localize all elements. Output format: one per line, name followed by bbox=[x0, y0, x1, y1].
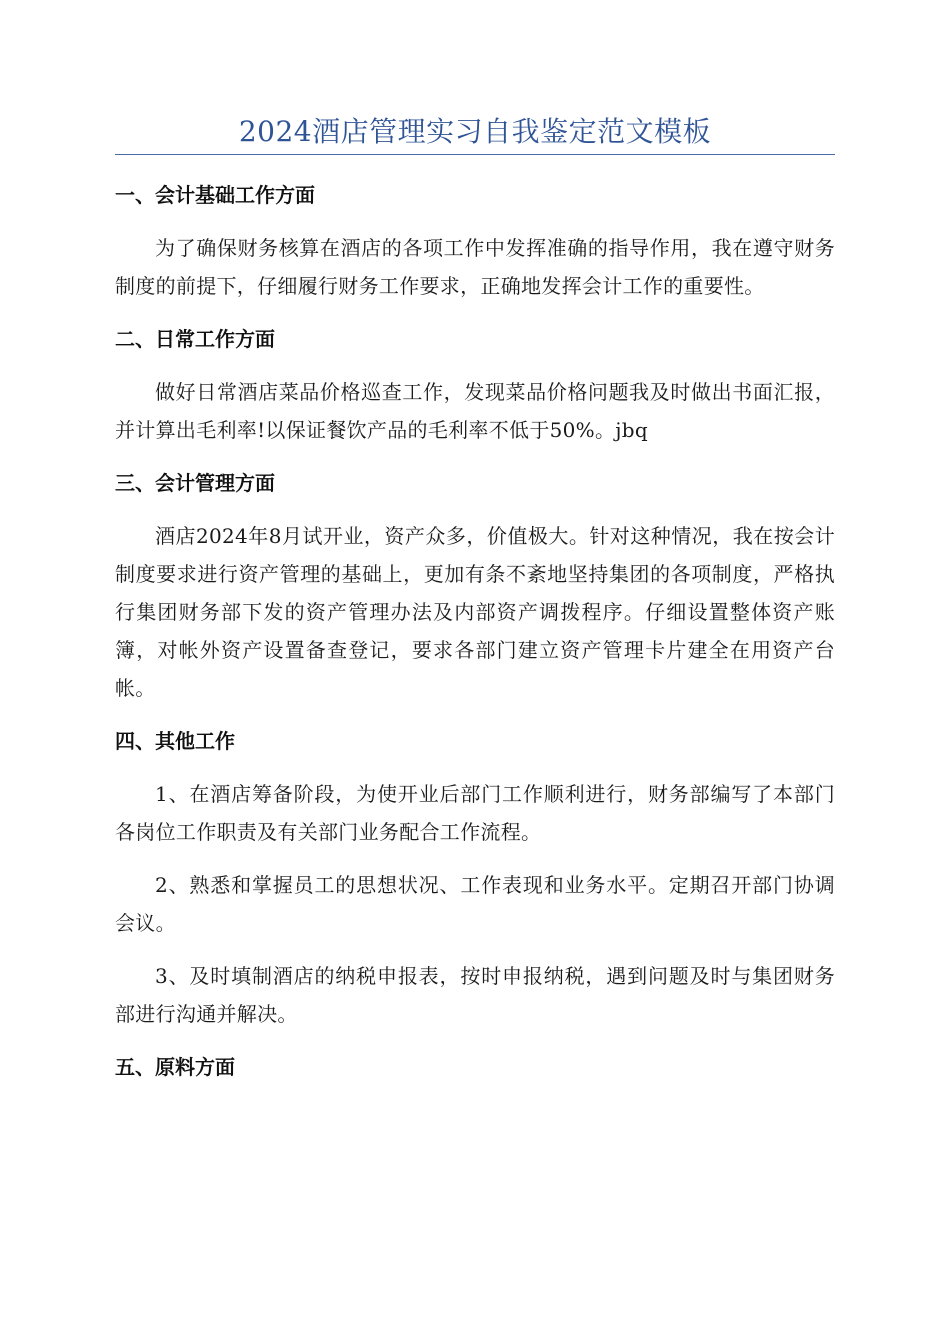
section-4-paragraph-2: 2、熟悉和掌握员工的思想状况、工作表现和业务水平。定期召开部门协调会议。 bbox=[115, 873, 835, 935]
section-3-paragraph-1: 酒店2024年8月试开业，资产众多，价值极大。针对这种情况，我在按会计制度要求进行资产管理的基础上，更加有条不紊地坚持集团的各项制度，严格执行集团财务部下发的资产管理办法及内部资产调拨程序。仔细设置整体资产账簿，对帐外资产设置备查登记，要求各部门建立资产管理卡片建全在用资产台帐。 bbox=[115, 524, 835, 700]
section-1-paragraph-1: 为了确保财务核算在酒店的各项工作中发挥准确的指导作用，我在遵守财务制度的前提下，仔细履行财务工作要求，正确地发挥会计工作的重要性。 bbox=[115, 236, 835, 298]
document-title: 2024酒店管理实习自我鉴定范文模板 bbox=[238, 115, 712, 148]
section-heading-2: 二、日常工作方面 bbox=[115, 327, 275, 351]
section-heading-3: 三、会计管理方面 bbox=[115, 471, 275, 495]
document-body bbox=[115, 176, 835, 1086]
section-heading-1: 一、会计基础工作方面 bbox=[115, 183, 315, 207]
title-underline bbox=[115, 154, 835, 155]
section-4-paragraph-3: 3、及时填制酒店的纳税申报表，按时申报纳税，遇到问题及时与集团财务部进行沟通并解决。 bbox=[115, 964, 835, 1026]
section-2-paragraph-1: 做好日常酒店菜品价格巡查工作，发现菜品价格问题我及时做出书面汇报，并计算出毛利率!以保证餐饮产品的毛利率不低于50%。jbq bbox=[115, 380, 835, 442]
section-heading-5: 五、原料方面 bbox=[115, 1055, 235, 1079]
section-heading-4: 四、其他工作 bbox=[115, 729, 235, 753]
section-4-paragraph-1: 1、在酒店筹备阶段，为使开业后部门工作顺利进行，财务部编写了本部门各岗位工作职责及有关部门业务配合工作流程。 bbox=[115, 782, 835, 844]
